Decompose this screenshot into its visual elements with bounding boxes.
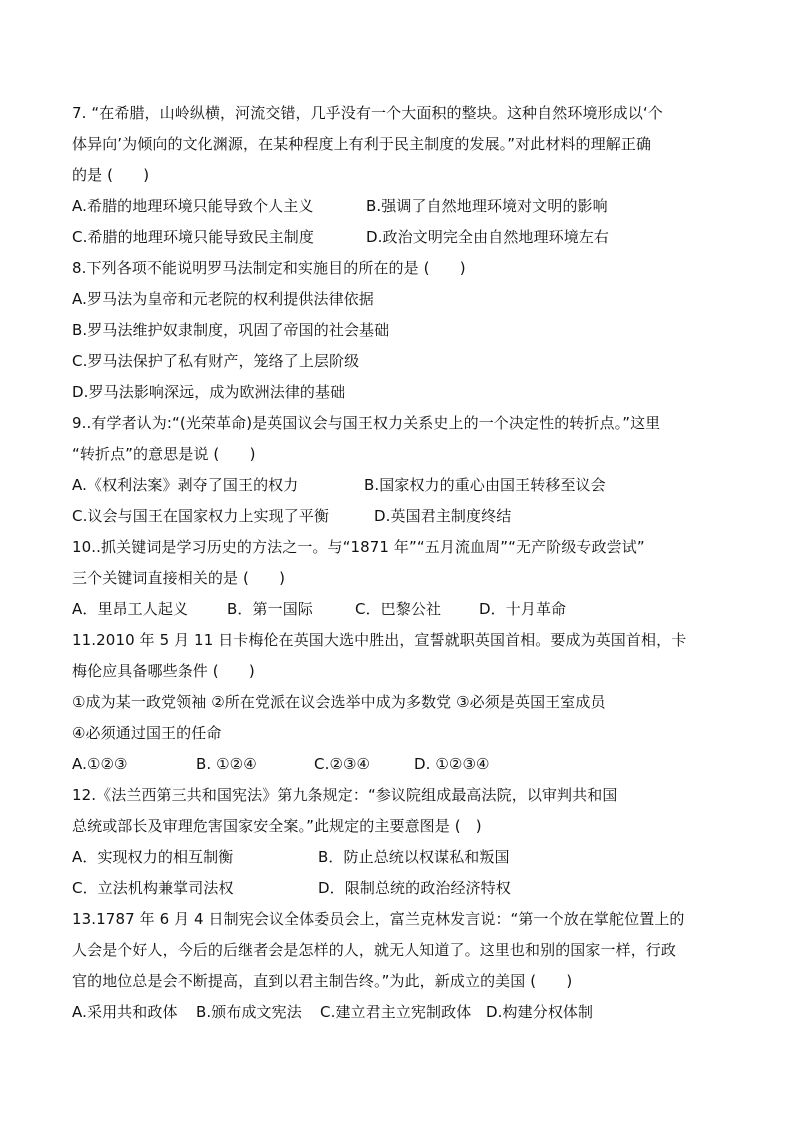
option-row (72, 842, 722, 873)
question-stem-line: 7. “在希腊，山岭纵横，河流交错，几乎没有一个大面积的整块。这种自然环境形成以‘个 (72, 104, 663, 122)
option-d: D.政治文明完全由自然地理环境左右 (366, 228, 610, 246)
option-b: B. ①②④ (196, 755, 257, 773)
exam-page (72, 98, 722, 1028)
option-c: C.议会与国王在国家权力上实现了平衡 (72, 507, 330, 525)
option-d: D.构建分权体制 (486, 1003, 594, 1021)
option-d: D.英国君主制度终结 (374, 507, 512, 525)
option-c: C．巴黎公社 (355, 600, 442, 618)
option-row (72, 470, 722, 501)
option-b: B．第一国际 (227, 600, 313, 618)
option-row (72, 594, 722, 625)
option-c: C.希腊的地理环境只能导致民主制度 (72, 228, 314, 246)
option-a: A.①②③ (72, 755, 128, 773)
question-stem-line: ①成为某一政党领袖 ②所在党派在议会选举中成为多数党 ③必须是英国王室成员 (72, 693, 606, 711)
option-a: A.采用共和政体 (72, 1003, 178, 1021)
option-b: B.强调了自然地理环境对文明的影响 (366, 197, 608, 215)
option-a: A.希腊的地理环境只能导致个人主义 (72, 197, 314, 215)
option-c: C．立法机构兼掌司法权 (72, 879, 234, 897)
option-d: D.罗马法影响深远，成为欧洲法律的基础 (72, 383, 346, 401)
question-stem-line: 9..有学者认为:“(光荣革命)是英国议会与国王权力关系史上的一个决定性的转折点。”这里 (72, 414, 661, 432)
option-row (72, 222, 722, 253)
option-d: D．限制总统的政治经济特权 (318, 879, 511, 897)
question-stem-line: 梅伦应具备哪些条件 ( ) (72, 662, 255, 680)
question-13 (72, 904, 722, 1028)
option-a: A.罗马法为皇帝和元老院的权利提供法律依据 (72, 290, 374, 308)
option-row (72, 501, 722, 532)
option-b: B.颁布成文宪法 (196, 1003, 302, 1021)
question-stem-line: 官的地位总是会不断提高，直到以君主制告终。”为此，新成立的美国 ( ) (72, 972, 573, 990)
question-stem-line: 三个关键词直接相关的是 ( ) (72, 569, 286, 587)
question-11 (72, 625, 722, 780)
question-stem-line: 体异向’为倾向的文化渊源，在某种程度上有利于民主制度的发展。”对此材料的理解正确 (72, 135, 652, 153)
option-c: C.建立君主立宪制政体 (320, 1003, 472, 1021)
option-d: D. ①②③④ (414, 755, 490, 773)
option-d: D．十月革命 (479, 600, 567, 618)
option-b: B．防止总统以权谋私和叛国 (318, 848, 510, 866)
question-10 (72, 532, 722, 625)
question-8 (72, 253, 722, 408)
question-12 (72, 780, 722, 904)
option-c: C.②③④ (314, 755, 371, 773)
question-stem-line: 人会是个好人，今后的后继者会是怎样的人，就无人知道了。这里也和别的国家一样，行政 (72, 941, 677, 959)
option-a: A．实现权力的相互制衡 (72, 848, 234, 866)
question-stem-line: 11.2010 年 5 月 11 日卡梅伦在英国大选中胜出，宣誓就职英国首相。要成为英国首相，卡 (72, 631, 687, 649)
question-stem-line: 13.1787 年 6 月 4 日制宪会议全体委员会上，富兰克林发言说：“第一个放在掌舵位置上的 (72, 910, 685, 928)
option-row (72, 873, 722, 904)
option-b: B.国家权力的重心由国王转移至议会 (364, 476, 606, 494)
option-a: A.《权利法案》剥夺了国王的权力 (72, 476, 299, 494)
option-a: A．里昂工人起义 (72, 600, 189, 618)
option-row (72, 749, 722, 780)
question-stem-line: 总统或部长及审理危害国家安全案。”此规定的主要意图是 ( ) (72, 817, 482, 835)
option-row (72, 191, 722, 222)
question-stem-line: 10..抓关键词是学习历史的方法之一。与“1871 年”“五月流血周”“无产阶级专政尝试” (72, 538, 645, 556)
question-7 (72, 98, 722, 253)
question-stem-line: 的是 ( ) (72, 166, 150, 184)
option-row (72, 997, 722, 1028)
question-stem-line: 12.《法兰西第三共和国宪法》第九条规定：“参议院组成最高法院，以审判共和国 (72, 786, 618, 804)
question-stem-line: ④必须通过国王的任命 (72, 724, 222, 742)
option-c: C.罗马法保护了私有财产，笼络了上层阶级 (72, 352, 360, 370)
question-stem-line: “转折点”的意思是说 ( ) (72, 445, 256, 463)
question-9 (72, 408, 722, 532)
question-stem-line: 8.下列各项不能说明罗马法制定和实施目的所在的是 ( ) (72, 259, 466, 277)
option-b: B.罗马法维护奴隶制度，巩固了帝国的社会基础 (72, 321, 390, 339)
